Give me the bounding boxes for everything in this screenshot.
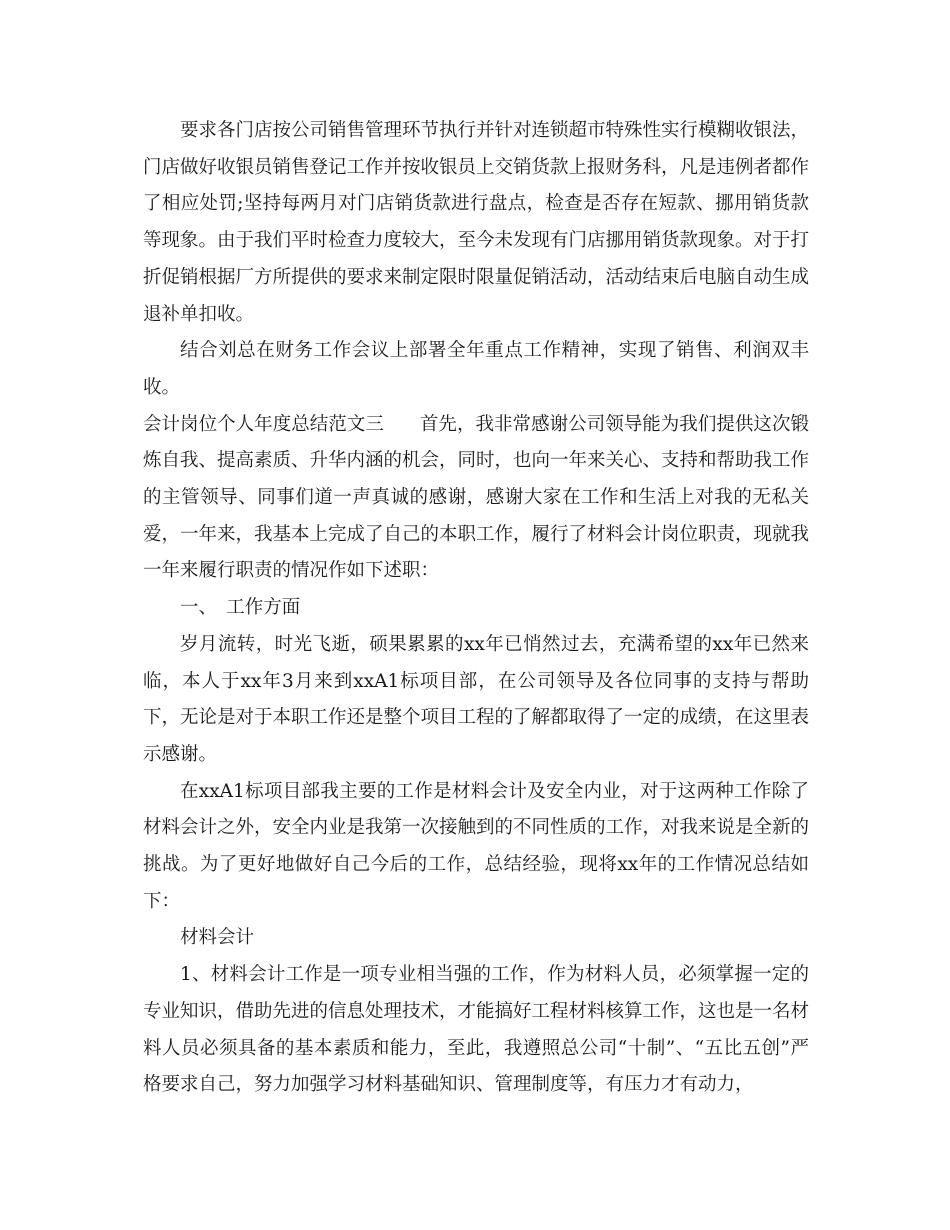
- paragraph-8: 1、材料会计工作是一项专业相当强的工作，作为材料人员，必须掌握一定的专业知识，借助先进的信息处理技术，才能搞好工程材料核算工作，这也是一名材料人员必须具备的基本素质和能力，至此，我遵照总公司“十制”、“五比五创”严格要求自己，努力加强学习材料基础知识、管理制度等，有压力才有动力，: [143, 964, 810, 1096]
- section-title: 会计岗位个人年度总结范文三: [143, 413, 384, 435]
- paragraph-3: [143, 407, 809, 591]
- paragraph-6: 在xxA1标项目部我主要的工作是材料会计及安全内业，对于这两种工作除了材料会计之外，安全内业是我第一次接触到的不同性质的工作，对我来说是全新的挑战。为了更好地做好自己今后的工作，总结经验，现将xx年的工作情况总结如下：: [143, 780, 810, 912]
- paragraph-3-text: 首先，我非常感谢公司领导能为我们提供这次锻炼自我、提高素质、升华内涵的机会，同时，也向一年来关心、支持和帮助我工作的主管领导、同事们道一声真诚的感谢，感谢大家在工作和生活上对我的无私关爱，一年来，我基本上完成了自己的本职工作，履行了材料会计岗位职责，现就我一年来履行职责的情况作如下述职：: [143, 413, 810, 582]
- paragraph-4: 一、 工作方面: [180, 597, 301, 619]
- paragraph-5: 岁月流转，时光飞逝，硕果累累的xx年已悄然过去，充满希望的xx年已然来临，本人于xx年3月来到xxA1标项目部，在公司领导及各位同事的支持与帮助下，无论是对于本职工作还是整个项目工程的了解都取得了一定的成绩，在这里表示感谢。: [143, 633, 810, 765]
- paragraph-1: 要求各门店按公司销售管理环节执行并针对连锁超市特殊性实行模糊收银法，门店做好收银员销售登记工作并按收银员上交销货款上报财务科，凡是违例者都作了相应处罚;坚持每两月对门店销货款进行盘点，检查是否存在短款、挪用销货款等现象。由于我们平时检查力度较大，至今未发现有门店挪用销货款现象。对于打折促销根据厂方所提供的要求来制定限时限量促销活动，活动结束后电脑自动生成退补单扣收。: [143, 120, 810, 325]
- paragraph-7: 材料会计: [180, 927, 255, 949]
- paragraph-2: 结合刘总在财务工作会议上部署全年重点工作精神，实现了销售、利润双丰收。: [143, 340, 809, 398]
- document-body: [143, 113, 809, 1104]
